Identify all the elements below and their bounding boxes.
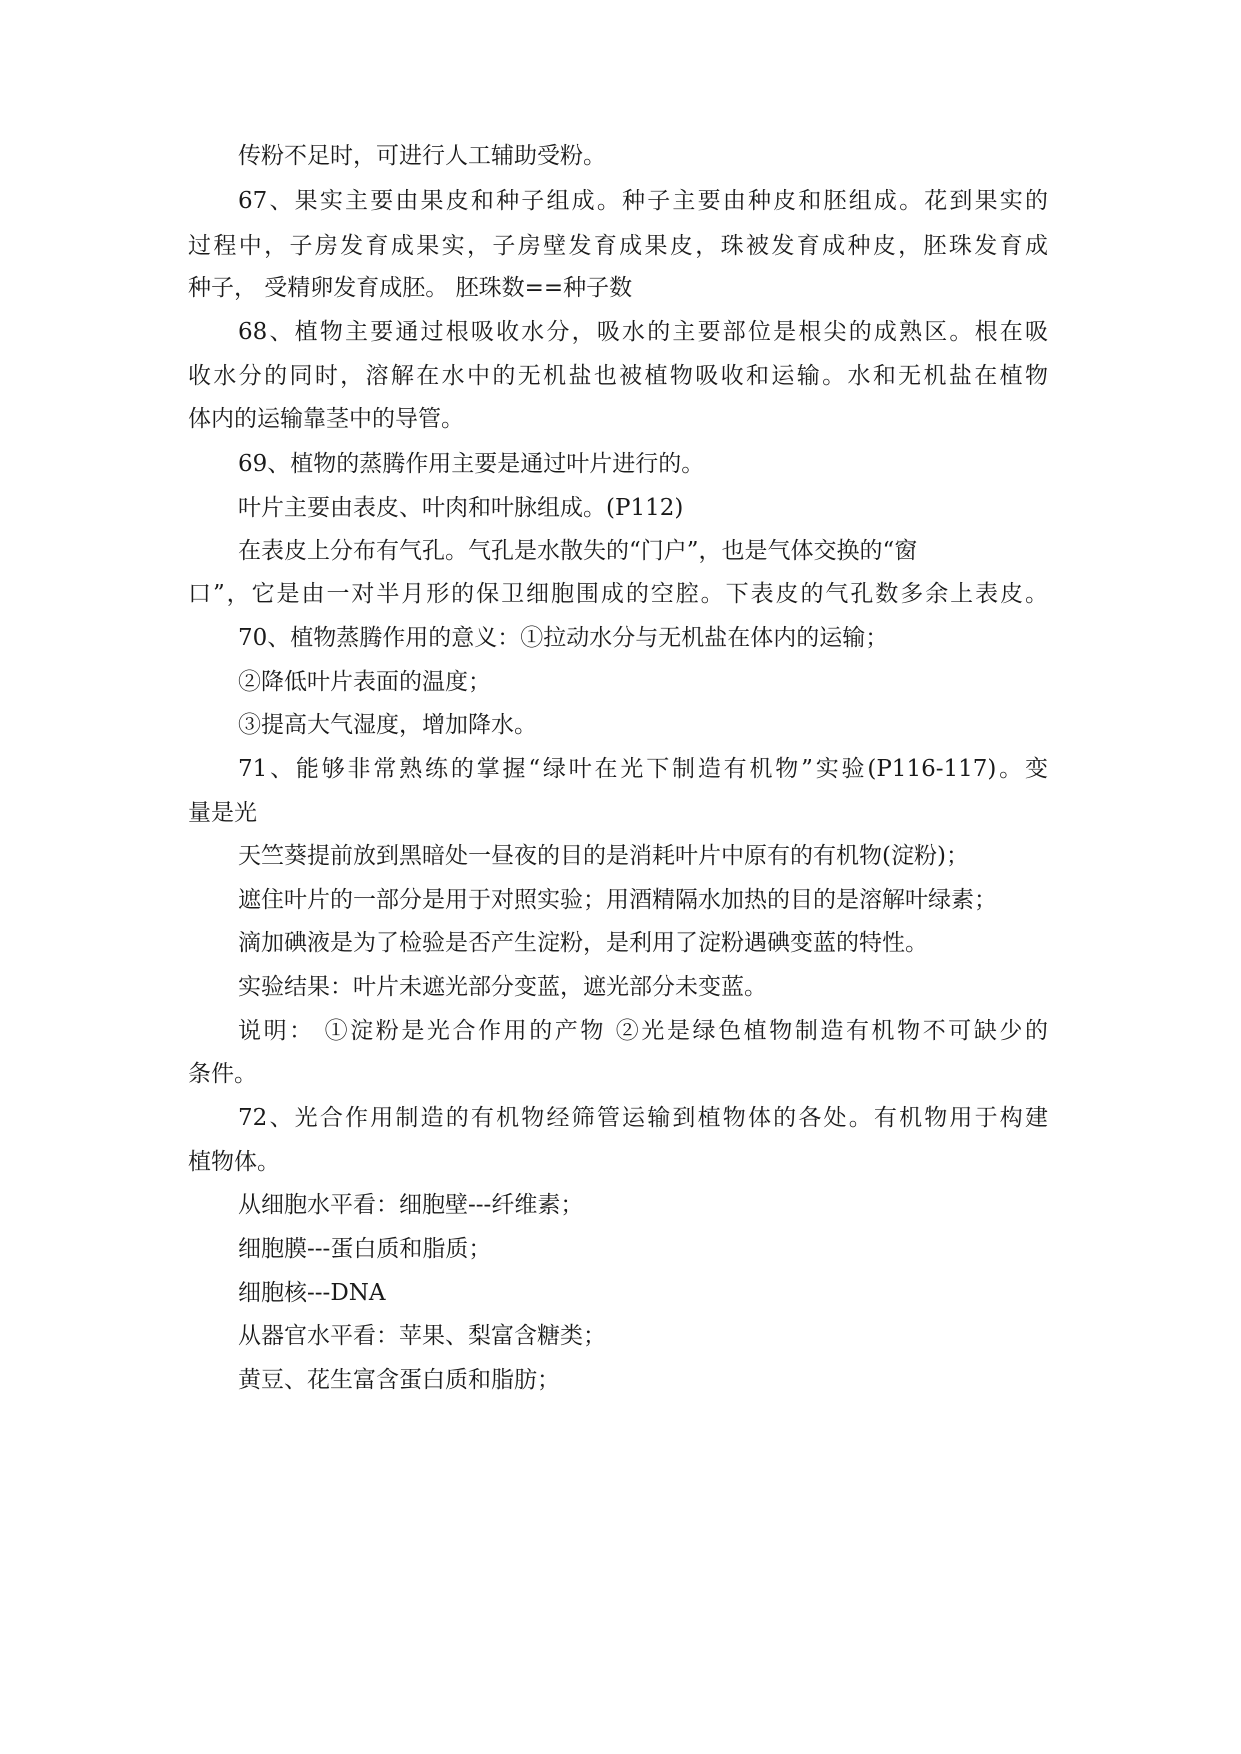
text-line: 遮住叶片的一部分是用于对照实验；用酒精隔水加热的目的是溶解叶绿素； xyxy=(238,887,997,913)
text-line: 69、植物的蒸腾作用主要是通过叶片进行的。 xyxy=(238,451,705,477)
text-line: 71、能够非常熟练的掌握“绿叶在光下制造有机物”实验(P116-117)。变 xyxy=(238,756,1048,782)
text-line: 细胞膜---蛋白质和脂质； xyxy=(238,1236,492,1262)
text-line: 70、植物蒸腾作用的意义：①拉动水分与无机盐在体内的运输； xyxy=(238,625,889,651)
text-line: 过程中，子房发育成果实，子房壁发育成果皮，珠被发育成种皮，胚珠发育成 xyxy=(188,233,1048,259)
text-line: 条件。 xyxy=(188,1061,257,1087)
text-line: ②降低叶片表面的温度； xyxy=(238,669,491,695)
text-line: 在表皮上分布有气孔。气孔是水散失的“门户”，也是气体交换的“窗 xyxy=(238,538,918,564)
text-line: 收水分的同时，溶解在水中的无机盐也被植物吸收和运输。水和无机盐在植物 xyxy=(188,363,1048,389)
text-line: 细胞核---DNA xyxy=(238,1280,386,1306)
text-line: 种子， 受精卵发育成胚。 胚珠数==种子数 xyxy=(188,275,633,301)
text-line: 天竺葵提前放到黑暗处一昼夜的目的是消耗叶片中原有的有机物(淀粉)； xyxy=(238,843,969,869)
text-line: 传粉不足时，可进行人工辅助受粉。 xyxy=(238,143,606,169)
text-line: 72、光合作用制造的有机物经筛管运输到植物体的各处。有机物用于构建 xyxy=(238,1105,1048,1131)
text-line: 说明： ①淀粉是光合作用的产物 ②光是绿色植物制造有机物不可缺少的 xyxy=(238,1018,1048,1044)
text-line: 体内的运输靠茎中的导管。 xyxy=(188,406,464,432)
text-line: ③提高大气湿度，增加降水。 xyxy=(238,712,537,738)
text-line: 量是光 xyxy=(188,800,257,826)
text-line: 口”，它是由一对半月形的保卫细胞围成的空腔。下表皮的气孔数多余上表皮。 xyxy=(188,581,1048,607)
text-line: 从器官水平看：苹果、梨富含糖类； xyxy=(238,1323,606,1349)
text-line: 从细胞水平看：细胞壁---纤维素； xyxy=(238,1192,584,1218)
text-line: 67、果实主要由果皮和种子组成。种子主要由种皮和胚组成。花到果实的 xyxy=(238,188,1048,214)
text-line: 68、植物主要通过根吸收水分，吸水的主要部位是根尖的成熟区。根在吸 xyxy=(238,319,1048,345)
text-line: 植物体。 xyxy=(188,1149,280,1175)
text-line: 叶片主要由表皮、叶肉和叶脉组成。(P112) xyxy=(238,495,684,521)
text-line: 滴加碘液是为了检验是否产生淀粉，是利用了淀粉遇碘变蓝的特性。 xyxy=(238,930,928,956)
text-line: 黄豆、花生富含蛋白质和脂肪； xyxy=(238,1367,560,1393)
text-line: 实验结果：叶片未遮光部分变蓝，遮光部分未变蓝。 xyxy=(238,974,767,1000)
